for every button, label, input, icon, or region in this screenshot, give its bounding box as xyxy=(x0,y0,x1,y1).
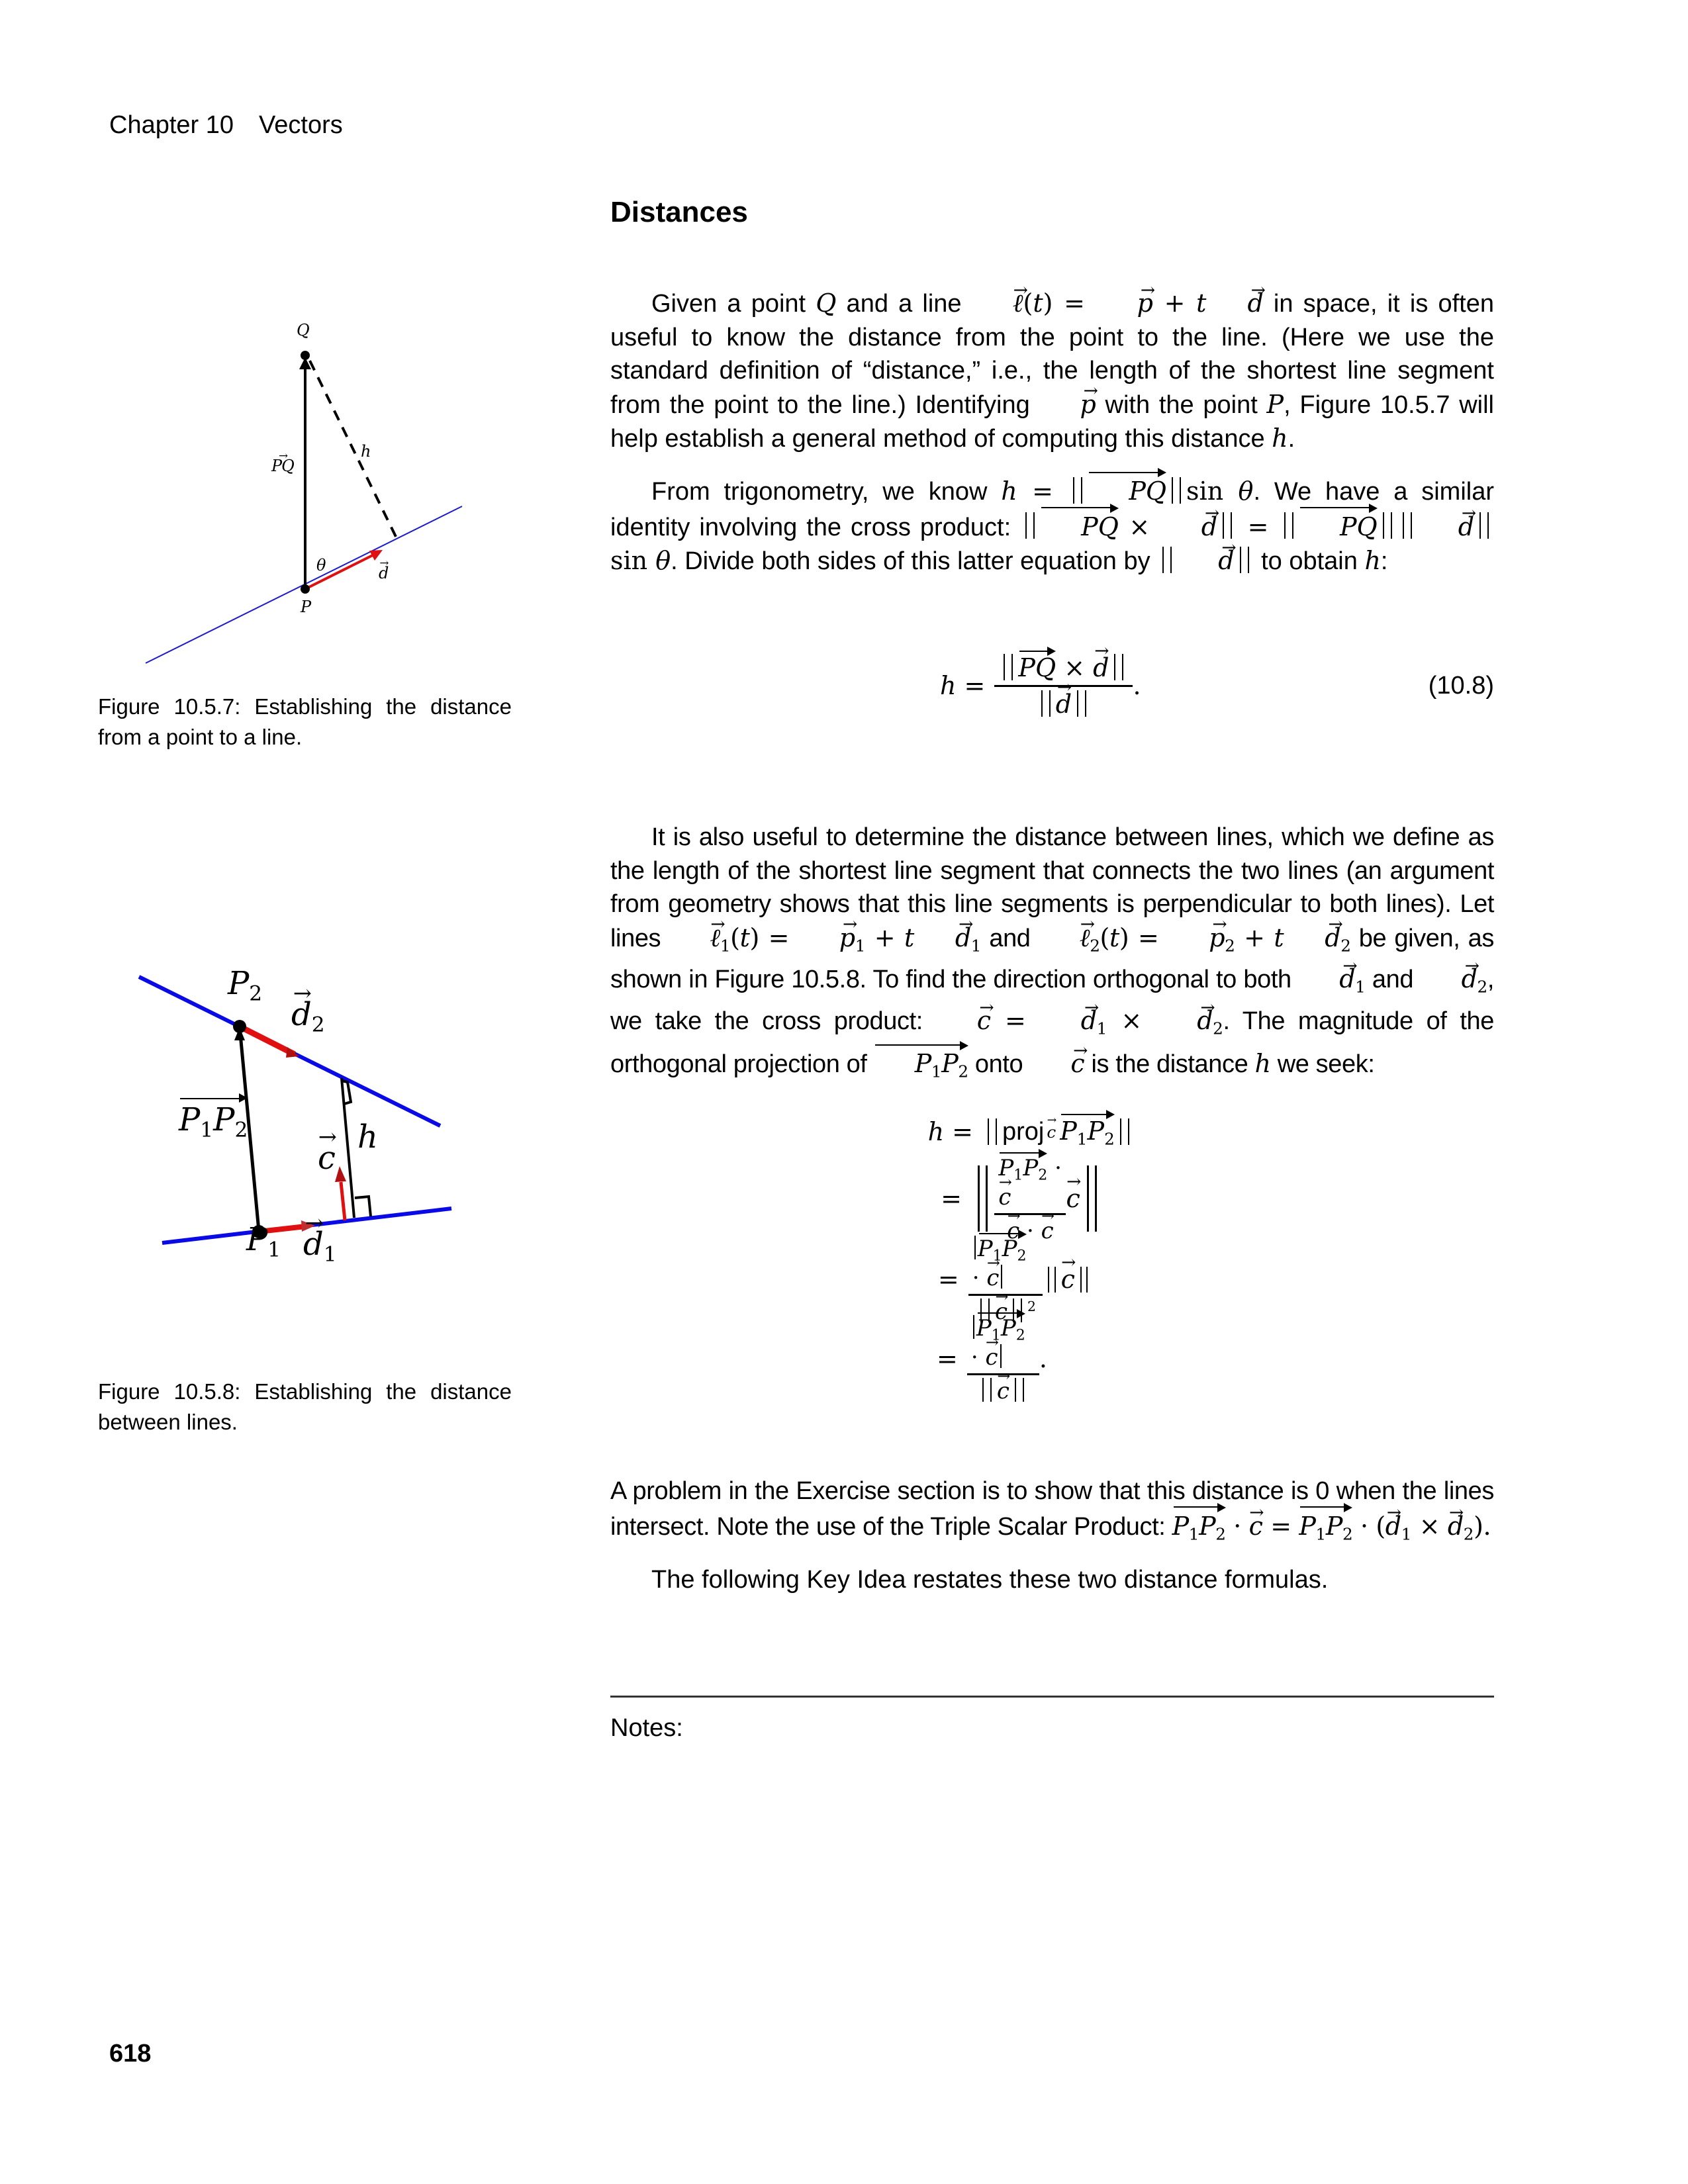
chapter-label: Chapter 10 xyxy=(109,111,234,139)
vector-d xyxy=(305,555,374,589)
identity-h-sin: h = PQ sin θ xyxy=(1001,477,1253,506)
paragraph-key-idea-intro: The following Key Idea restates these two distance formulas. xyxy=(651,1566,1329,1594)
triple-scalar-product: $P_1P_2$ · → $c = P_1P_2$ · (→ $d_1$ × → $d_2$). xyxy=(1172,1512,1491,1541)
notes-divider xyxy=(610,1696,1494,1698)
derivation-line-4: = $P_1P_2$ · → c → c . xyxy=(920,1314,1047,1404)
page-number: 618 xyxy=(109,2040,152,2068)
section-title: Distances xyxy=(610,196,748,228)
label-p2: $P_2$ xyxy=(228,965,263,1006)
label-d: → d xyxy=(379,564,389,582)
paragraph-distance-between-lines: It is also useful to determine the distance between lines, which we define as the length of the shortest line segment that connects the two lines (an argument from geometry shows that this line segments is perpendicular to both lines). Let lines → ℓ$_1$(t) = → $p_1 + t \to d_1$ and → ℓ$_2$(t) = → $p_2 + t \to d_2$ be given, as shown in Figure 10.5.8. To find the direction orthogonal to both → $d_1$ and → $d_2$, we take the cross product: → c = → $d_1$ × → $d_2$. The magnitude of the orthogonal projection of $P_1P_2$ onto → c is the distance h we seek: xyxy=(610,821,1494,1089)
figure-10-5-7 xyxy=(132,318,477,675)
vector-c xyxy=(341,1182,345,1220)
vector-d2 xyxy=(240,1026,295,1054)
label-h2: h xyxy=(357,1118,378,1156)
label-p1p2: $P_1P_2$ xyxy=(179,1101,248,1142)
line-equation: → ℓ(t) = → p + t → d xyxy=(972,289,1264,318)
vector-d2-arrowhead xyxy=(286,1047,299,1058)
label-pq: → PQ xyxy=(271,457,294,475)
label-d1: → $d_1$ xyxy=(303,1226,337,1266)
paragraph-intersect-note: A problem in the Exercise section is to show that this distance is 0 when the lines intersect. Note the use of the Triple Scalar Product: $P_1P_2$ · → $c = P_1P_2$ · (→ $d_1$ × → $d_2$). xyxy=(610,1475,1494,1551)
equation-number: (10.8) xyxy=(1428,672,1494,700)
paragraph-trigonometry: From trigonometry, we know h = PQ sin θ. We have a similar identity involving the cross product: PQ × → d = PQ → dsin θ. Divide both sides of this latter equation by → d to obtain h: xyxy=(610,473,1494,578)
chapter-title: Vectors xyxy=(259,111,343,139)
figure-caption-10-5-8: Figure 10.5.8: Establishing the distance between lines. xyxy=(98,1379,512,1434)
label-p: P xyxy=(301,598,312,616)
identity-cross-product: PQ × → d = PQ → dsin θ xyxy=(610,512,1494,576)
label-theta: θ xyxy=(316,556,326,574)
paragraph-point-line-intro: Given a point Q and a line → ℓ(t) = → p + t → d in space, it is often useful to know the distance from the point to the line. (Here we use the standard definition of “distance,” i.e., the length of the shortest line segment from the point to the line.) Identifying → p with the point P, Figure 10.5.7 will help establish a general method of computing this distance h. xyxy=(610,287,1494,456)
derivation-line-1: h = proj → c $P_1P_2$ xyxy=(920,1115,1135,1148)
distance-h xyxy=(310,361,397,539)
label-p1: $P_1$ xyxy=(246,1221,281,1262)
point-p2 xyxy=(233,1020,246,1033)
vector-c-arrowhead xyxy=(335,1166,346,1182)
equation-fraction: PQ × → d → d xyxy=(994,652,1133,719)
figure-caption-10-5-7: Figure 10.5.7: Establishing the distance from a point to a line. xyxy=(98,694,512,749)
derivation-line-2: = $P_1P_2$ · → c → c · → c → c xyxy=(920,1154,1103,1244)
derivation-line-3: = $P_1P_2$ · → c → c $^2$ → c xyxy=(920,1234,1093,1325)
label-h: h xyxy=(361,442,371,461)
equation-10-8: h = PQ × → d → d . xyxy=(940,652,1141,719)
point-q xyxy=(301,351,310,360)
label-q: Q xyxy=(297,321,310,340)
point-p xyxy=(301,584,310,594)
running-header xyxy=(109,111,343,140)
notes-label: Notes: xyxy=(610,1714,683,1742)
right-angle-bottom xyxy=(355,1197,371,1216)
label-d2: → $d_2$ xyxy=(291,996,325,1036)
label-c: → c xyxy=(318,1140,336,1177)
